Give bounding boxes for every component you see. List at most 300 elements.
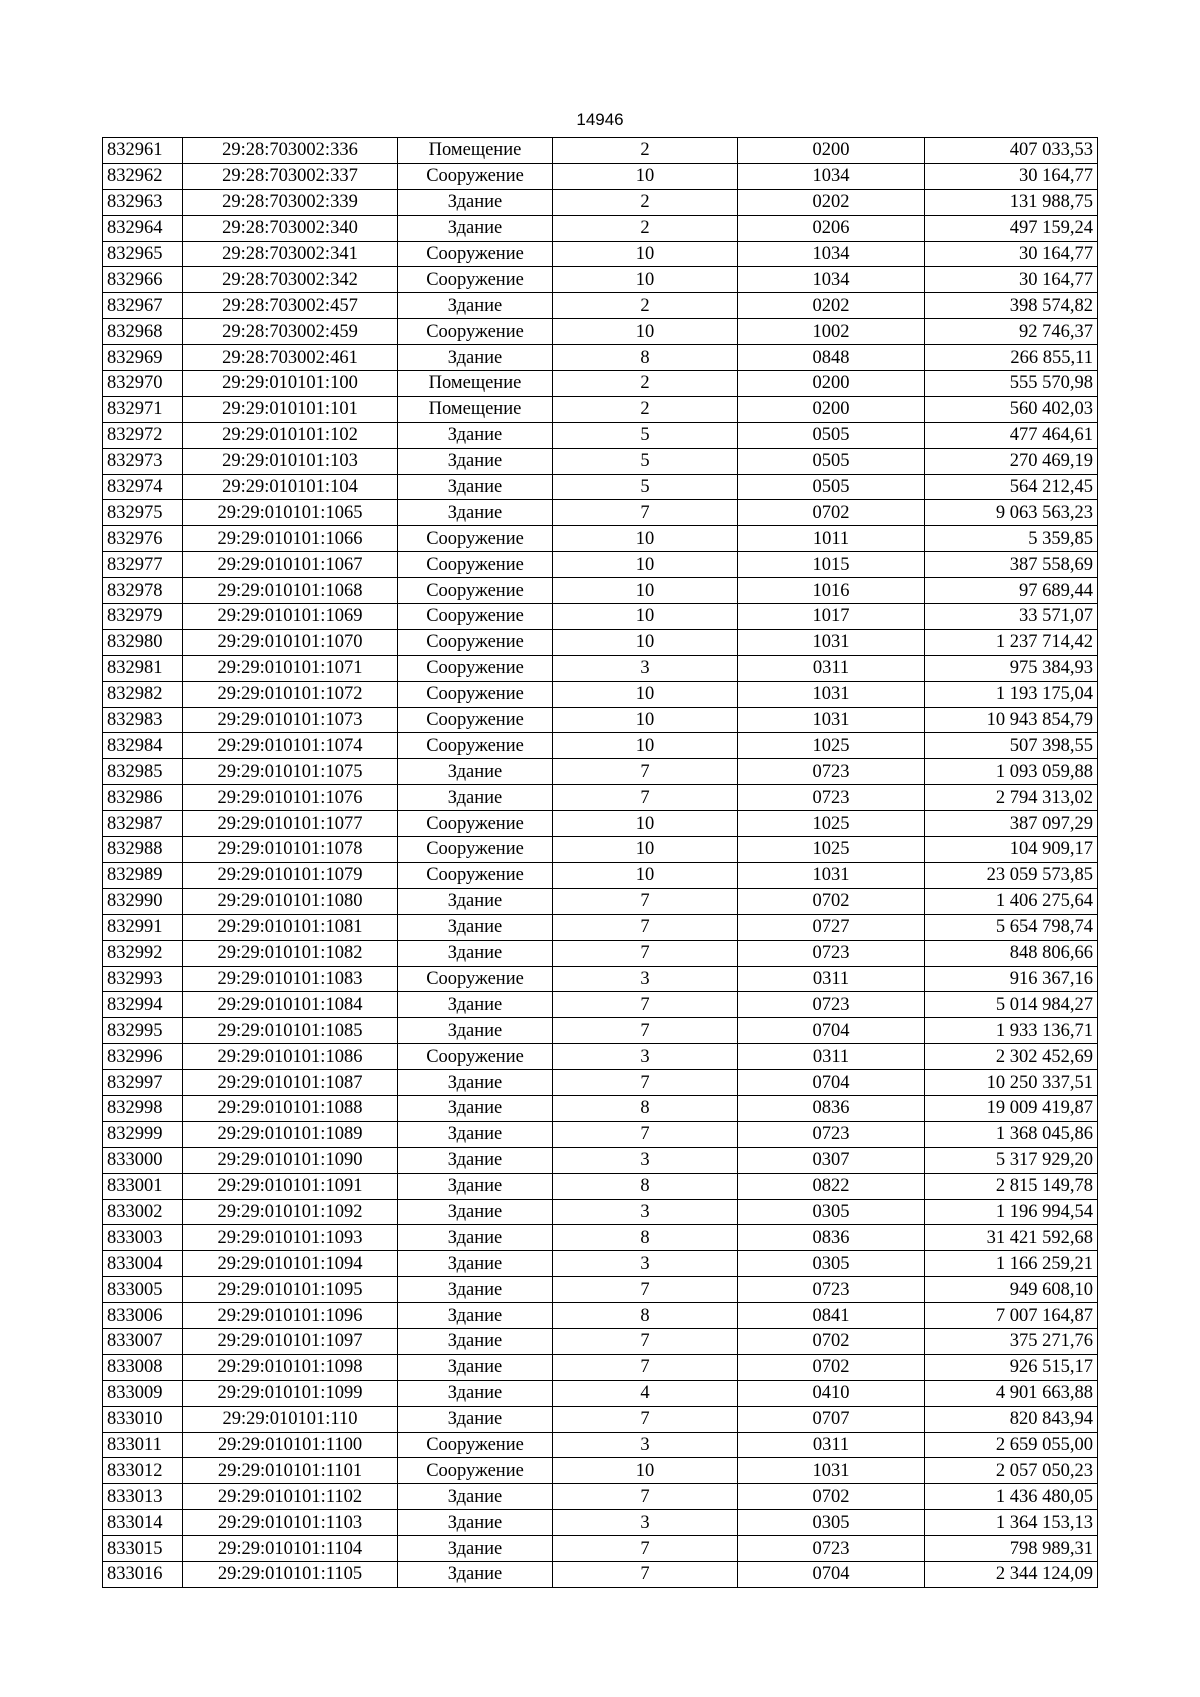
group-cell: 10: [553, 241, 738, 267]
row-id-cell: 833003: [103, 1225, 183, 1251]
code-cell: 0704: [738, 1561, 925, 1587]
cadastral-number-cell: 29:29:010101:103: [183, 448, 398, 474]
cadastral-number-cell: 29:29:010101:1081: [183, 914, 398, 940]
object-type-cell: Здание: [398, 1251, 553, 1277]
cadastral-number-cell: 29:29:010101:1100: [183, 1432, 398, 1458]
cadastral-number-cell: 29:29:010101:1079: [183, 862, 398, 888]
row-id-cell: 833006: [103, 1303, 183, 1329]
object-type-cell: Здание: [398, 1147, 553, 1173]
group-cell: 10: [553, 811, 738, 837]
group-cell: 7: [553, 785, 738, 811]
cadastral-value-cell: 916 367,16: [925, 966, 1098, 992]
table-row: [103, 396, 1098, 422]
object-type-cell: Здание: [398, 1199, 553, 1225]
cadastral-value-cell: 798 989,31: [925, 1536, 1098, 1562]
row-id-cell: 832974: [103, 474, 183, 500]
cadastral-number-cell: 29:29:010101:1091: [183, 1173, 398, 1199]
group-cell: 10: [553, 604, 738, 630]
group-cell: 5: [553, 448, 738, 474]
group-cell: 3: [553, 1510, 738, 1536]
row-id-cell: 832973: [103, 448, 183, 474]
object-type-cell: Сооружение: [398, 707, 553, 733]
row-id-cell: 832965: [103, 241, 183, 267]
code-cell: 1034: [738, 163, 925, 189]
group-cell: 7: [553, 1018, 738, 1044]
code-cell: 0707: [738, 1406, 925, 1432]
code-cell: 0723: [738, 1277, 925, 1303]
cadastral-number-cell: 29:29:010101:1071: [183, 655, 398, 681]
table-row: [103, 1510, 1098, 1536]
cadastral-value-cell: 97 689,44: [925, 578, 1098, 604]
cadastral-value-cell: 407 033,53: [925, 138, 1098, 164]
row-id-cell: 833014: [103, 1510, 183, 1536]
cadastral-value-cell: 30 164,77: [925, 267, 1098, 293]
table-row: [103, 138, 1098, 164]
row-id-cell: 832975: [103, 500, 183, 526]
table-row: [103, 837, 1098, 863]
cadastral-number-cell: 29:29:010101:1068: [183, 578, 398, 604]
object-type-cell: Здание: [398, 1354, 553, 1380]
code-cell: 1011: [738, 526, 925, 552]
code-cell: 0200: [738, 138, 925, 164]
cadastral-value-cell: 1 368 045,86: [925, 1121, 1098, 1147]
table-row: [103, 655, 1098, 681]
table-row: [103, 1561, 1098, 1587]
group-cell: 7: [553, 1536, 738, 1562]
row-id-cell: 832964: [103, 215, 183, 241]
group-cell: 2: [553, 189, 738, 215]
cadastral-value-cell: 2 057 050,23: [925, 1458, 1098, 1484]
row-id-cell: 833015: [103, 1536, 183, 1562]
cadastral-value-cell: 5 359,85: [925, 526, 1098, 552]
cadastral-number-cell: 29:29:010101:1080: [183, 888, 398, 914]
table-row: [103, 604, 1098, 630]
cadastral-value-cell: 564 212,45: [925, 474, 1098, 500]
cadastral-value-cell: 820 843,94: [925, 1406, 1098, 1432]
cadastral-value-cell: 31 421 592,68: [925, 1225, 1098, 1251]
table-row: [103, 1251, 1098, 1277]
table-row: [103, 474, 1098, 500]
cadastral-value-cell: 30 164,77: [925, 241, 1098, 267]
table-row: [103, 629, 1098, 655]
cadastral-number-cell: 29:28:703002:459: [183, 319, 398, 345]
group-cell: 8: [553, 1303, 738, 1329]
cadastral-number-cell: 29:28:703002:457: [183, 293, 398, 319]
group-cell: 7: [553, 500, 738, 526]
table-row: [103, 1380, 1098, 1406]
code-cell: 0505: [738, 422, 925, 448]
row-id-cell: 832987: [103, 811, 183, 837]
object-type-cell: Здание: [398, 293, 553, 319]
group-cell: 7: [553, 1328, 738, 1354]
cadastral-value-cell: 270 469,19: [925, 448, 1098, 474]
code-cell: 1017: [738, 604, 925, 630]
row-id-cell: 832999: [103, 1121, 183, 1147]
table-row: [103, 345, 1098, 371]
cadastral-number-cell: 29:29:010101:1099: [183, 1380, 398, 1406]
code-cell: 0848: [738, 345, 925, 371]
table-row: [103, 526, 1098, 552]
table-row: [103, 1484, 1098, 1510]
cadastral-value-cell: 497 159,24: [925, 215, 1098, 241]
group-cell: 7: [553, 992, 738, 1018]
object-type-cell: Помещение: [398, 371, 553, 397]
group-cell: 5: [553, 422, 738, 448]
cadastral-value-cell: 4 901 663,88: [925, 1380, 1098, 1406]
group-cell: 3: [553, 1147, 738, 1173]
row-id-cell: 832980: [103, 629, 183, 655]
table-row: [103, 1303, 1098, 1329]
cadastral-number-cell: 29:29:010101:1090: [183, 1147, 398, 1173]
group-cell: 10: [553, 862, 738, 888]
cadastral-value-cell: 7 007 164,87: [925, 1303, 1098, 1329]
code-cell: 1025: [738, 837, 925, 863]
object-type-cell: Здание: [398, 215, 553, 241]
cadastral-number-cell: 29:29:010101:1072: [183, 681, 398, 707]
code-cell: 0723: [738, 759, 925, 785]
object-type-cell: Сооружение: [398, 837, 553, 863]
object-type-cell: Здание: [398, 189, 553, 215]
table-row: [103, 500, 1098, 526]
group-cell: 10: [553, 707, 738, 733]
row-id-cell: 832995: [103, 1018, 183, 1044]
code-cell: 1031: [738, 862, 925, 888]
row-id-cell: 832982: [103, 681, 183, 707]
cadastral-value-cell: 1 193 175,04: [925, 681, 1098, 707]
code-cell: 0723: [738, 940, 925, 966]
group-cell: 2: [553, 371, 738, 397]
code-cell: 0311: [738, 655, 925, 681]
row-id-cell: 832989: [103, 862, 183, 888]
row-id-cell: 832977: [103, 552, 183, 578]
cadastral-number-cell: 29:28:703002:341: [183, 241, 398, 267]
row-id-cell: 832988: [103, 837, 183, 863]
row-id-cell: 832971: [103, 396, 183, 422]
code-cell: 0202: [738, 189, 925, 215]
row-id-cell: 832970: [103, 371, 183, 397]
object-type-cell: Здание: [398, 1277, 553, 1303]
code-cell: 0836: [738, 1095, 925, 1121]
row-id-cell: 832969: [103, 345, 183, 371]
table-row: [103, 1070, 1098, 1096]
group-cell: 2: [553, 215, 738, 241]
cadastral-number-cell: 29:29:010101:1066: [183, 526, 398, 552]
code-cell: 0727: [738, 914, 925, 940]
object-type-cell: Сооружение: [398, 1432, 553, 1458]
cadastral-number-cell: 29:29:010101:1069: [183, 604, 398, 630]
table-row: [103, 422, 1098, 448]
table-row: [103, 1044, 1098, 1070]
code-cell: 1034: [738, 241, 925, 267]
table-row: [103, 1328, 1098, 1354]
table-row: [103, 811, 1098, 837]
cadastral-value-cell: 2 344 124,09: [925, 1561, 1098, 1587]
cadastral-number-cell: 29:29:010101:1077: [183, 811, 398, 837]
code-cell: 1031: [738, 707, 925, 733]
cadastral-number-cell: 29:29:010101:110: [183, 1406, 398, 1432]
cadastral-value-table: [102, 137, 1098, 1588]
object-type-cell: Сооружение: [398, 526, 553, 552]
table-row: [103, 733, 1098, 759]
object-type-cell: Здание: [398, 1536, 553, 1562]
code-cell: 1031: [738, 629, 925, 655]
code-cell: 1015: [738, 552, 925, 578]
cadastral-value-cell: 30 164,77: [925, 163, 1098, 189]
object-type-cell: Здание: [398, 1406, 553, 1432]
cadastral-value-cell: 2 659 055,00: [925, 1432, 1098, 1458]
row-id-cell: 833001: [103, 1173, 183, 1199]
object-type-cell: Здание: [398, 1328, 553, 1354]
cadastral-number-cell: 29:29:010101:101: [183, 396, 398, 422]
object-type-cell: Сооружение: [398, 655, 553, 681]
row-id-cell: 833010: [103, 1406, 183, 1432]
row-id-cell: 832986: [103, 785, 183, 811]
table-row: [103, 914, 1098, 940]
group-cell: 7: [553, 1277, 738, 1303]
group-cell: 7: [553, 940, 738, 966]
table-row: [103, 371, 1098, 397]
cadastral-number-cell: 29:29:010101:1085: [183, 1018, 398, 1044]
cadastral-number-cell: 29:29:010101:1095: [183, 1277, 398, 1303]
row-id-cell: 832998: [103, 1095, 183, 1121]
row-id-cell: 833011: [103, 1432, 183, 1458]
cadastral-value-cell: 398 574,82: [925, 293, 1098, 319]
object-type-cell: Здание: [398, 1070, 553, 1096]
object-type-cell: Сооружение: [398, 552, 553, 578]
cadastral-value-cell: 2 815 149,78: [925, 1173, 1098, 1199]
row-id-cell: 832990: [103, 888, 183, 914]
cadastral-number-cell: 29:29:010101:1075: [183, 759, 398, 785]
code-cell: 0723: [738, 992, 925, 1018]
cadastral-value-cell: 507 398,55: [925, 733, 1098, 759]
group-cell: 10: [553, 526, 738, 552]
cadastral-value-cell: 1 406 275,64: [925, 888, 1098, 914]
cadastral-value-cell: 375 271,76: [925, 1328, 1098, 1354]
code-cell: 1031: [738, 681, 925, 707]
group-cell: 2: [553, 138, 738, 164]
group-cell: 7: [553, 1121, 738, 1147]
group-cell: 7: [553, 914, 738, 940]
object-type-cell: Сооружение: [398, 811, 553, 837]
code-cell: 1031: [738, 1458, 925, 1484]
cadastral-number-cell: 29:29:010101:1065: [183, 500, 398, 526]
row-id-cell: 832972: [103, 422, 183, 448]
object-type-cell: Сооружение: [398, 1458, 553, 1484]
table-row: [103, 1458, 1098, 1484]
row-id-cell: 832978: [103, 578, 183, 604]
group-cell: 3: [553, 1044, 738, 1070]
cadastral-number-cell: 29:29:010101:1078: [183, 837, 398, 863]
group-cell: 7: [553, 1070, 738, 1096]
object-type-cell: Здание: [398, 1018, 553, 1044]
cadastral-number-cell: 29:28:703002:342: [183, 267, 398, 293]
object-type-cell: Помещение: [398, 138, 553, 164]
group-cell: 3: [553, 1251, 738, 1277]
cadastral-value-cell: 131 988,75: [925, 189, 1098, 215]
group-cell: 10: [553, 1458, 738, 1484]
group-cell: 5: [553, 474, 738, 500]
code-cell: 0200: [738, 396, 925, 422]
group-cell: 3: [553, 966, 738, 992]
object-type-cell: Сооружение: [398, 163, 553, 189]
table-row: [103, 189, 1098, 215]
group-cell: 3: [553, 655, 738, 681]
table-row: [103, 215, 1098, 241]
group-cell: 8: [553, 1095, 738, 1121]
cadastral-value-cell: 92 746,37: [925, 319, 1098, 345]
group-cell: 2: [553, 293, 738, 319]
cadastral-value-cell: 387 558,69: [925, 552, 1098, 578]
object-type-cell: Здание: [398, 1303, 553, 1329]
code-cell: 0202: [738, 293, 925, 319]
code-cell: 0723: [738, 1536, 925, 1562]
object-type-cell: Сооружение: [398, 966, 553, 992]
table-row: [103, 1277, 1098, 1303]
cadastral-number-cell: 29:29:010101:1083: [183, 966, 398, 992]
table-row: [103, 319, 1098, 345]
object-type-cell: Сооружение: [398, 629, 553, 655]
code-cell: 0723: [738, 785, 925, 811]
group-cell: 10: [553, 267, 738, 293]
row-id-cell: 833002: [103, 1199, 183, 1225]
cadastral-value-cell: 104 909,17: [925, 837, 1098, 863]
object-type-cell: Здание: [398, 759, 553, 785]
table-row: [103, 448, 1098, 474]
cadastral-value-cell: 1 933 136,71: [925, 1018, 1098, 1044]
group-cell: 10: [553, 837, 738, 863]
group-cell: 10: [553, 629, 738, 655]
table-row: [103, 940, 1098, 966]
object-type-cell: Здание: [398, 422, 553, 448]
row-id-cell: 832963: [103, 189, 183, 215]
cadastral-number-cell: 29:29:010101:1094: [183, 1251, 398, 1277]
object-type-cell: Сооружение: [398, 862, 553, 888]
object-type-cell: Здание: [398, 1121, 553, 1147]
cadastral-value-cell: 19 009 419,87: [925, 1095, 1098, 1121]
group-cell: 10: [553, 733, 738, 759]
table-row: [103, 241, 1098, 267]
object-type-cell: Сооружение: [398, 1044, 553, 1070]
table-row: [103, 1095, 1098, 1121]
cadastral-number-cell: 29:29:010101:1074: [183, 733, 398, 759]
table-row: [103, 552, 1098, 578]
row-id-cell: 832968: [103, 319, 183, 345]
table-row: [103, 1121, 1098, 1147]
table-row: [103, 1536, 1098, 1562]
row-id-cell: 832976: [103, 526, 183, 552]
group-cell: 8: [553, 1173, 738, 1199]
cadastral-value-cell: 926 515,17: [925, 1354, 1098, 1380]
table-row: [103, 862, 1098, 888]
object-type-cell: Здание: [398, 448, 553, 474]
cadastral-value-cell: 555 570,98: [925, 371, 1098, 397]
row-id-cell: 832997: [103, 1070, 183, 1096]
table-row: [103, 1199, 1098, 1225]
code-cell: 0702: [738, 500, 925, 526]
cadastral-number-cell: 29:29:010101:1084: [183, 992, 398, 1018]
cadastral-number-cell: 29:29:010101:1096: [183, 1303, 398, 1329]
row-id-cell: 833004: [103, 1251, 183, 1277]
row-id-cell: 833005: [103, 1277, 183, 1303]
table-body: [103, 138, 1098, 1588]
cadastral-number-cell: 29:29:010101:104: [183, 474, 398, 500]
object-type-cell: Здание: [398, 888, 553, 914]
cadastral-number-cell: 29:29:010101:1098: [183, 1354, 398, 1380]
group-cell: 7: [553, 1484, 738, 1510]
code-cell: 0206: [738, 215, 925, 241]
code-cell: 0704: [738, 1018, 925, 1044]
cadastral-number-cell: 29:29:010101:1087: [183, 1070, 398, 1096]
code-cell: 0822: [738, 1173, 925, 1199]
row-id-cell: 832985: [103, 759, 183, 785]
cadastral-number-cell: 29:29:010101:1067: [183, 552, 398, 578]
cadastral-number-cell: 29:29:010101:1086: [183, 1044, 398, 1070]
object-type-cell: Сооружение: [398, 578, 553, 604]
row-id-cell: 833009: [103, 1380, 183, 1406]
cadastral-number-cell: 29:29:010101:1097: [183, 1328, 398, 1354]
table-row: [103, 1406, 1098, 1432]
row-id-cell: 832983: [103, 707, 183, 733]
code-cell: 0200: [738, 371, 925, 397]
row-id-cell: 832994: [103, 992, 183, 1018]
object-type-cell: Здание: [398, 940, 553, 966]
cadastral-value-cell: 1 364 153,13: [925, 1510, 1098, 1536]
cadastral-number-cell: 29:28:703002:340: [183, 215, 398, 241]
object-type-cell: Помещение: [398, 396, 553, 422]
row-id-cell: 832981: [103, 655, 183, 681]
cadastral-number-cell: 29:29:010101:1073: [183, 707, 398, 733]
table-row: [103, 1354, 1098, 1380]
group-cell: 10: [553, 681, 738, 707]
table-row: [103, 1173, 1098, 1199]
table-row: [103, 681, 1098, 707]
code-cell: 0311: [738, 1044, 925, 1070]
group-cell: 10: [553, 163, 738, 189]
cadastral-number-cell: 29:29:010101:1070: [183, 629, 398, 655]
table-row: [103, 293, 1098, 319]
cadastral-number-cell: 29:29:010101:1104: [183, 1536, 398, 1562]
group-cell: 4: [553, 1380, 738, 1406]
object-type-cell: Сооружение: [398, 319, 553, 345]
code-cell: 0704: [738, 1070, 925, 1096]
table-row: [103, 992, 1098, 1018]
object-type-cell: Здание: [398, 1095, 553, 1121]
code-cell: 1025: [738, 811, 925, 837]
cadastral-value-cell: 477 464,61: [925, 422, 1098, 448]
row-id-cell: 832962: [103, 163, 183, 189]
group-cell: 7: [553, 1561, 738, 1587]
object-type-cell: Здание: [398, 1380, 553, 1406]
cadastral-value-cell: 1 166 259,21: [925, 1251, 1098, 1277]
group-cell: 10: [553, 578, 738, 604]
row-id-cell: 833013: [103, 1484, 183, 1510]
cadastral-value-cell: 5 014 984,27: [925, 992, 1098, 1018]
code-cell: 1002: [738, 319, 925, 345]
code-cell: 0841: [738, 1303, 925, 1329]
code-cell: 0836: [738, 1225, 925, 1251]
cadastral-number-cell: 29:28:703002:337: [183, 163, 398, 189]
group-cell: 10: [553, 552, 738, 578]
group-cell: 7: [553, 759, 738, 785]
cadastral-value-cell: 1 196 994,54: [925, 1199, 1098, 1225]
code-cell: 0305: [738, 1251, 925, 1277]
page-number: 14946: [576, 110, 624, 129]
object-type-cell: Здание: [398, 500, 553, 526]
group-cell: 3: [553, 1432, 738, 1458]
cadastral-value-cell: 848 806,66: [925, 940, 1098, 966]
object-type-cell: Здание: [398, 1484, 553, 1510]
cadastral-value-cell: 2 794 313,02: [925, 785, 1098, 811]
